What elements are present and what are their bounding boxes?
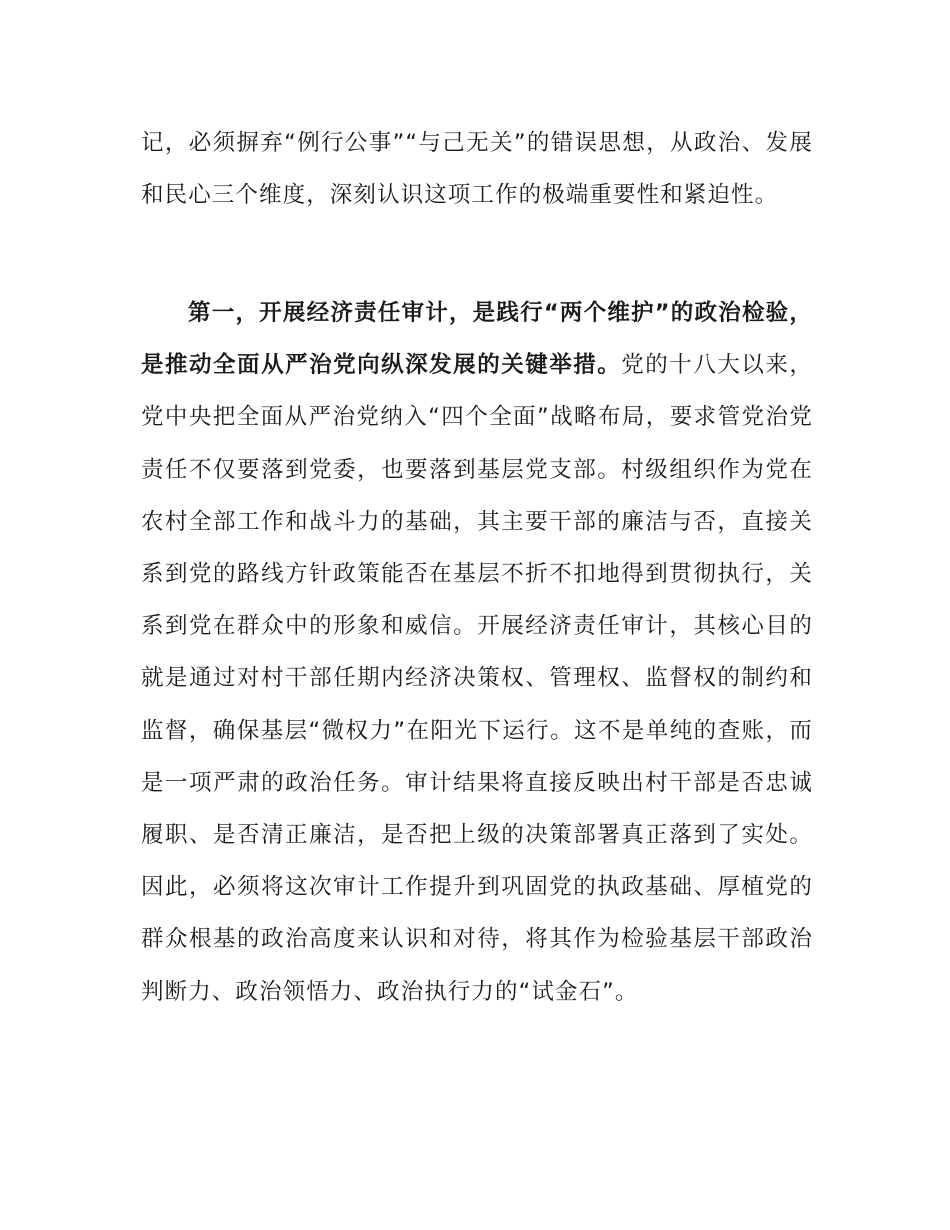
paragraph-text: 记，必须摒弃“例行公事”“与己无关”的错误思想，从政治、发展和民心三个维度，深刻认识这项工作的极端重要性和紧迫性。 [141,130,813,209]
paragraph-first-point [141,287,813,1018]
paragraph-bold-heading: 第一，开展经济责任审计，是践行“两个维护”的政治检验，是推动全面从严治党向纵深发展的关键举措。 [141,300,813,379]
paragraph-text: 党的十八大以来，党中央把全面从严治党纳入“四个全面”战略布局，要求管党治党责任不仅要落到党委，也要落到基层党支部。村级组织作为党在农村全部工作和战斗力的基础，其主要干部的廉洁与否，直接关系到党的路线方针政策能否在基层不折不扣地得到贯彻执行，关系到党在群众中的形象和威信。开展经济责任审计，其核心目的就是通过对村干部任期内经济决策权、管理权、监督权的制约和监督，确保基层“微权力”在阳光下运行。这不是单纯的查账，而是一项严肃的政治任务。审计结果将直接反映出村干部是否忠诚履职、是否清正廉洁，是否把上级的决策部署真正落到了实处。因此，必须将这次审计工作提升到巩固党的执政基础、厚植党的群众根基的政治高度来认识和对待，将其作为检验基层干部政治判断力、政治领悟力、政治执行力的“试金石”。 [141,352,813,1005]
paragraph-continuation [141,117,813,221]
